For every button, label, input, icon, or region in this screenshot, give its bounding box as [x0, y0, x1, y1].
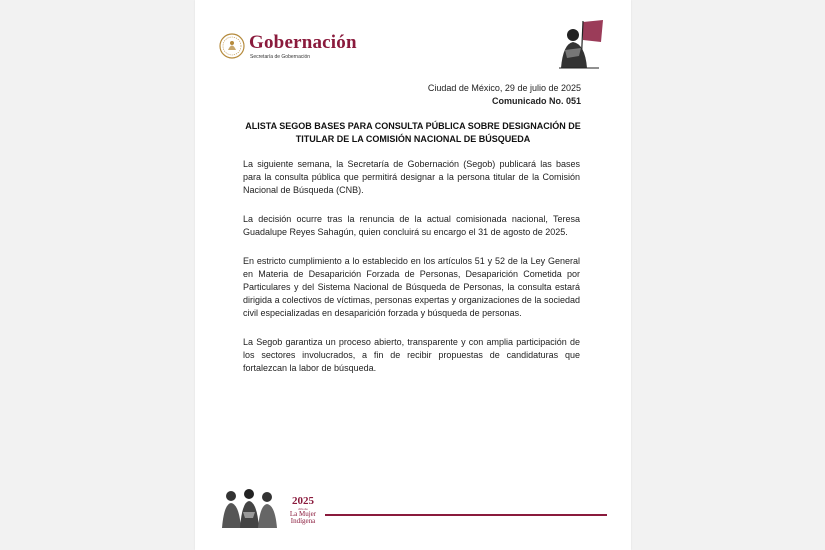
year-line-1: La Mujer: [289, 510, 317, 518]
year-of-indigenous-women-badge: [283, 496, 323, 525]
national-seal-icon: [219, 33, 245, 59]
body-paragraph: La Segob garantiza un proceso abierto, transparente y con amplia participación de los sectores involucrados, a fin de recibir propuestas de candidaturas que fortalezcan la labor de búsqueda.: [243, 337, 580, 373]
brand-title: Gobernación: [249, 32, 357, 53]
headline-line: ALISTA SEGOB BASES PARA CONSULTA PÚBLICA SOBRE DESIGNACIÓN DE: [245, 121, 581, 131]
headline-line: TITULAR DE LA COMISIÓN NACIONAL DE BÚSQUEDA: [295, 134, 531, 144]
headline: [235, 120, 591, 146]
brand-subtitle: Secretaría de Gobernación: [250, 54, 311, 60]
year-line-2: Indígena: [290, 517, 316, 525]
document-page: [195, 0, 631, 550]
body-paragraph: En estricto cumplimiento a lo establecido en los artículos 51 y 52 de la Ley General en Materia de Desaparición Forzada de Personas, Desaparición Cometida por Particulares y del Sistema Nacional de Búsqueda de Personas, la consulta estará dirigida a colectivos de víctimas, personas expertas y organizaciones de la sociedad civil especializadas en desaparición forzada y búsqueda de personas.: [243, 256, 580, 318]
gobernacion-logo: [219, 30, 379, 64]
year-number: 2025: [292, 495, 314, 507]
release-number: Comunicado No. 051: [491, 96, 581, 106]
indigenous-women-illustration-icon: [219, 488, 281, 528]
historic-figure-emblem-icon: [553, 18, 607, 72]
year-small-text: Año de: [298, 507, 308, 511]
footer-divider: [325, 514, 607, 516]
body-paragraph: La decisión ocurre tras la renuncia de la actual comisionada nacional, Teresa Guadalupe Reyes Sahagún, quien concluirá su encargo el 31 de agosto de 2025.: [243, 214, 580, 237]
place-date: Ciudad de México, 29 de julio de 2025: [427, 83, 581, 93]
body-paragraph: La siguiente semana, la Secretaría de Gobernación (Segob) publicará las bases para la consulta pública que permitirá designar a la persona titular de la Comisión Nacional de Búsqueda (CNB).: [243, 159, 580, 195]
release-meta: [428, 82, 581, 108]
